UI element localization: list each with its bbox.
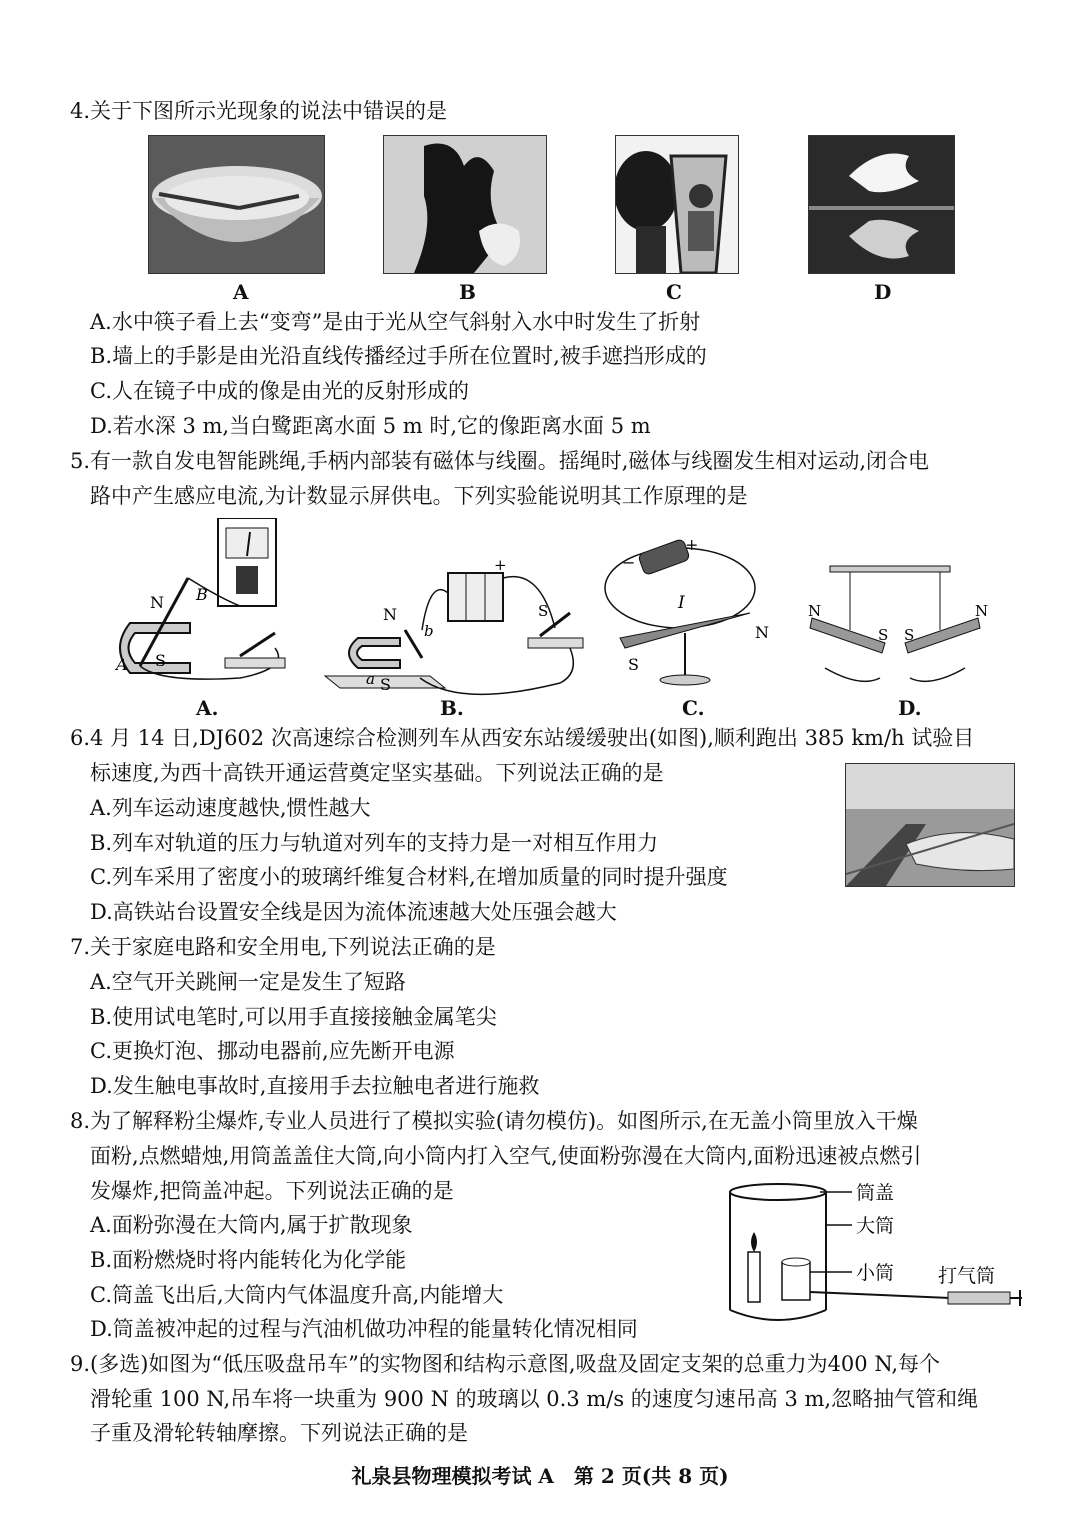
q4-caption-a: A <box>233 280 249 304</box>
q4-photo-chopsticks-bowl <box>148 135 325 274</box>
q6-stem-line1: 6.4 月 14 日,DJ602 次高速综合检测列车从西安东站缓缓驶出(如图),顺利跑出 385 km/h 试验目 <box>70 726 975 750</box>
q8-label-pump: 打气筒 <box>938 1265 996 1287</box>
q8-label-small-can: 小筒 <box>856 1262 895 1284</box>
q8-stem-line2: 面粉,点燃蜡烛,用筒盖盖住大筒,向小筒内打入空气,使面粉弥漫在大筒内,面粉迅速被点燃引 <box>90 1144 922 1168</box>
q4-option-d: D.若水深 3 m,当白鹭距离水面 5 m 时,它的像距离水面 5 m <box>90 414 651 438</box>
q5-a-label-a: A <box>116 655 128 674</box>
q5-b-label-b: b <box>424 622 434 640</box>
q8-option-b: B.面粉燃烧时将内能转化为化学能 <box>90 1248 407 1272</box>
q4-option-a: A.水中筷子看上去“变弯”是由于光从空气斜射入水中时发生了折射 <box>90 310 701 334</box>
q7-option-d: D.发生触电事故时,直接用手去拉触电者进行施救 <box>90 1074 540 1098</box>
q4-caption-c: C <box>666 280 682 304</box>
q4-option-c: C.人在镜子中成的像是由光的反射形成的 <box>90 379 469 403</box>
q5-caption-c: C. <box>682 696 705 720</box>
q5-b-label-n: N <box>383 605 397 624</box>
q6-stem-line2: 标速度,为西十高铁开通运营奠定坚实基础。下列说法正确的是 <box>90 761 664 785</box>
q4-caption-d: D <box>874 280 892 304</box>
bowl-image <box>149 136 324 273</box>
hand-shadow-image <box>384 136 546 273</box>
q8-stem-line1: 8.为了解释粉尘爆炸,专业人员进行了模拟实验(请勿模仿)。如图所示,在无盖小筒里放入干燥 <box>70 1109 918 1133</box>
q5-b-label-plus: + <box>494 556 507 574</box>
q5-b-label-s: S <box>380 675 391 694</box>
q7-stem: 7.关于家庭电路和安全用电,下列说法正确的是 <box>70 935 496 959</box>
q5-diagram-a <box>114 518 285 679</box>
q5-d-label-n1: N <box>808 602 822 620</box>
train-image <box>846 764 1014 886</box>
q9-stem-line3: 子重及滑轮转轴摩擦。下列说法正确的是 <box>90 1421 468 1445</box>
q4-caption-b: B <box>459 280 476 304</box>
page-footer: 礼泉县物理模拟考试 A 第 2 页(共 8 页) <box>351 1464 729 1488</box>
mirror-image <box>616 136 738 273</box>
q8-dust-explosion-diagram <box>720 1180 1030 1345</box>
q5-diagram-d <box>808 566 988 681</box>
q5-d-label-s2: S <box>904 626 915 644</box>
q8-label-lid: 筒盖 <box>856 1182 895 1204</box>
q5-b-label-a: a <box>366 670 375 688</box>
q7-option-c: C.更换灯泡、挪动电器前,应先断开电源 <box>90 1039 455 1063</box>
q8-option-c: C.筒盖飞出后,大筒内气体温度升高,内能增大 <box>90 1283 504 1307</box>
q4-stem: 4.关于下图所示光现象的说法中错误的是 <box>70 99 448 123</box>
q5-c-label-minus: − <box>622 553 636 572</box>
q7-option-b: B.使用试电笔时,可以用手直接接触金属笔尖 <box>90 1005 497 1029</box>
q5-diagram-b <box>325 556 583 694</box>
q5-a-label-s: S <box>155 651 166 670</box>
q5-c-label-n: N <box>755 623 769 642</box>
q7-option-a: A.空气开关跳闸一定是发生了短路 <box>90 970 406 994</box>
q4-option-b: B.墙上的手影是由光沿直线传播经过手所在位置时,被手遮挡形成的 <box>90 344 707 368</box>
q5-d-label-n2: N <box>975 602 989 620</box>
q5-a-label-n: N <box>150 593 164 612</box>
q5-b-label-switch: S <box>538 602 549 620</box>
egret-image <box>809 136 954 273</box>
q6-option-b: B.列车对轨道的压力与轨道对列车的支持力是一对相互作用力 <box>90 831 659 855</box>
q5-stem-line1: 5.有一款自发电智能跳绳,手柄内部装有磁体与线圈。摇绳时,磁体与线圈发生相对运动,闭合电 <box>70 449 930 473</box>
q8-label-big-can: 大筒 <box>856 1215 895 1237</box>
q5-c-label-current: I <box>678 593 685 613</box>
q5-diagram-c <box>605 535 769 685</box>
q4-photo-egret <box>808 135 955 274</box>
q5-d-label-s1: S <box>878 626 889 644</box>
q4-photo-mirror <box>615 135 739 274</box>
q4-photo-hand-shadow <box>383 135 547 274</box>
q5-caption-d: D. <box>898 696 922 720</box>
q5-caption-b: B. <box>440 696 464 720</box>
q6-photo-train <box>845 763 1015 887</box>
q9-stem-line2: 滑轮重 100 N,吊车将一块重为 900 N 的玻璃以 0.3 m/s 的速度匀速吊高 3 m,忽略抽气管和绳 <box>90 1387 979 1411</box>
q8-option-d: D.筒盖被冲起的过程与汽油机做功冲程的能量转化情况相同 <box>90 1317 638 1341</box>
q6-option-a: A.列车运动速度越快,惯性越大 <box>90 796 371 820</box>
q8-stem-line3: 发爆炸,把筒盖冲起。下列说法正确的是 <box>90 1179 454 1203</box>
q8-option-a: A.面粉弥漫在大筒内,属于扩散现象 <box>90 1213 413 1237</box>
q5-a-label-b: B <box>196 585 208 604</box>
q6-option-d: D.高铁站台设置安全线是因为流体流速越大处压强会越大 <box>90 900 617 924</box>
q5-c-label-plus: + <box>685 535 699 554</box>
q6-option-c: C.列车采用了密度小的玻璃纤维复合材料,在增加质量的同时提升强度 <box>90 865 728 889</box>
q5-caption-a: A. <box>196 696 219 720</box>
q5-stem-line2: 路中产生感应电流,为计数显示屏供电。下列实验能说明其工作原理的是 <box>90 484 748 508</box>
q9-stem-line1: 9.(多选)如图为“低压吸盘吊车”的实物图和结构示意图,吸盘及固定支架的总重力为400 N,每个 <box>70 1352 941 1376</box>
q5-c-label-s: S <box>628 655 639 674</box>
q5-diagrams <box>100 518 1030 718</box>
